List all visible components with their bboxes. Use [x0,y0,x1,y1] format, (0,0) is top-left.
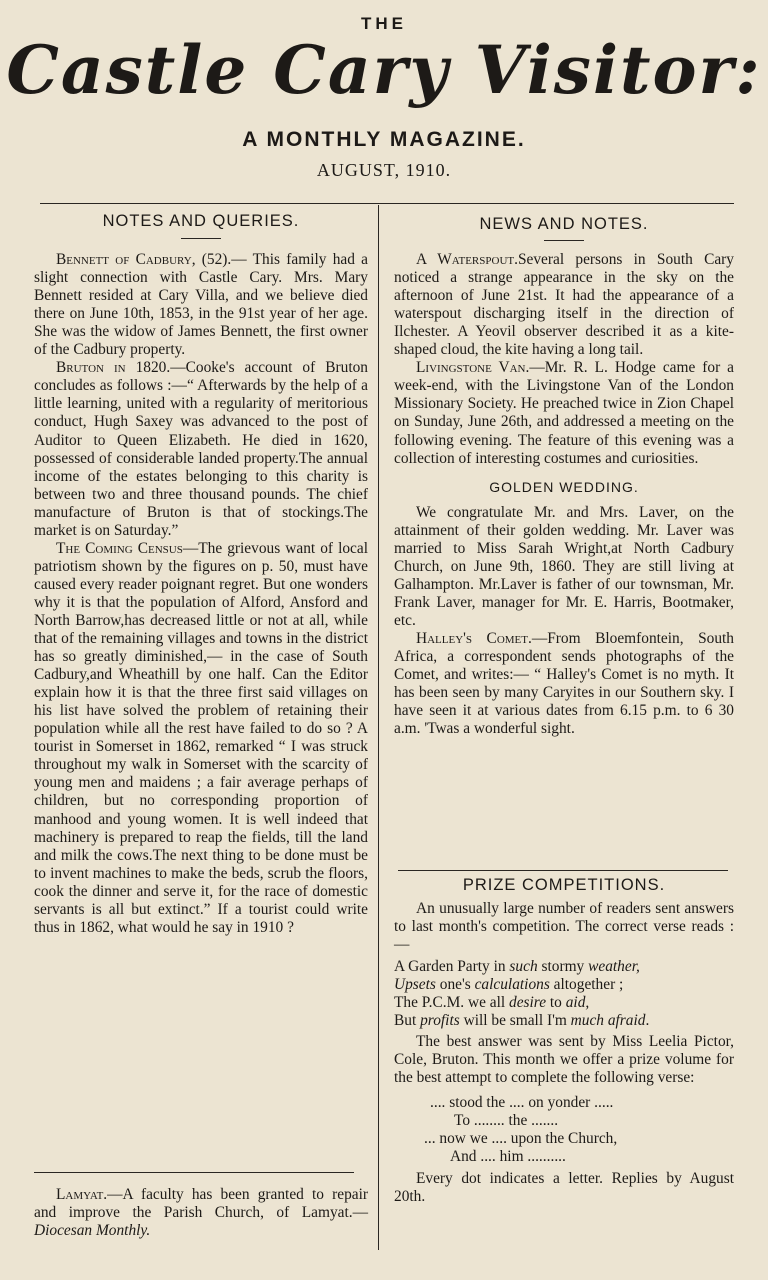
right-column [394,215,734,738]
notes-and-queries-heading: NOTES AND QUERIES. [102,212,300,230]
lamyat-note [34,1186,368,1240]
lamyat-source: Diocesan Monthly. [34,1222,151,1240]
waterspout-head: A Waterspout. [416,251,518,269]
waterspout-body: Several persons in South Cary noticed a strange appearance in the sky on the afternoon of June 21st. It had the appearance of a waterspout discharging itself in the direction of Ilchester. A Yeovil observer described it as a kite-shaped cloud, the kite having a long tail. [394,251,734,359]
column-divider [378,205,379,1250]
puzzle-line: ... now we .... upon the Church, [424,1129,618,1147]
prize-competitions-heading: PRIZE COMPETITIONS. [462,876,666,894]
bruton-paragraph [34,359,368,539]
prize-section [394,876,734,1206]
lamyat-head: Lamyat. [56,1186,108,1203]
news-and-notes-heading: NEWS AND NOTES. [479,215,649,233]
golden-wedding-heading: GOLDEN WEDDING. [489,478,639,495]
puzzle-line: .... stood the .... on yonder ..... [430,1093,614,1111]
heading-dash [544,240,584,241]
golden-wedding-paragraph: We congratulate Mr. and Mrs. Laver, on the attainment of their golden wedding. Mr. Laver was married to Miss Sarah Wright,at North Cadbury Church, on June 9th, 1860. They are still living at Galhampton. Mr.Laver is father of our townsman, Mr. Frank Laver, manager for Mr. E. Harris, Bootmaker, etc. [394,503,734,629]
verse-line: But profits will be small I'm much afraid. [394,1012,650,1030]
lamyat-rule [34,1172,354,1173]
halley-head: Halley's Comet. [416,629,532,647]
livingstone-body: —Mr. R. L. Hodge came for a week-end, with the Livingstone Van of the London Missionary Society. He preached twice in Zion Chapel on Sunday, June 26th, and addressed a meeting on the following evening. The feature of this evening was a collection of interesting costumes and curiosities. [394,359,735,467]
puzzle-line: To ........ the ....... [454,1111,559,1129]
verse-line: Upsets one's calculations altogether ; [394,976,624,994]
correct-verse [394,958,734,1030]
top-rule [40,203,734,204]
halley-paragraph [394,630,734,738]
livingstone-head: Livingstone Van. [416,359,530,377]
livingstone-paragraph [394,359,734,467]
verse-line: The P.C.M. we all desire to aid, [394,994,590,1012]
lamyat-body: —A faculty has been granted to repair and improve the Parish Church, of Lamyat.— [34,1186,368,1222]
bruton-body: —Cooke's account of Bruton concludes as follows :—“ Afterwards by the help of a little learning, united with a regularity of meritorious conduct, Hugh Saxey was advanced to the post of Auditor to Queen Elizabeth. He died in 1620, possessed of considerable landed property.The annual income of the estates belonging to this charity is between two and three thousand pounds. The chief manufacture of Bruton is that of stockings.The market is on Saturday.” [34,359,369,539]
puzzle-verse [394,1094,734,1166]
winner-paragraph: The best answer was sent by Miss Leelia Pictor, Cole, Bruton. This month we offer a prize volume for the best attempt to complete the following verse: [394,1033,734,1087]
masthead-the: THE [361,14,407,33]
puzzle-line: And .... him .......... [450,1147,566,1165]
prize-intro: An unusually large number of readers sent answers to last month's competition. The correct verse reads :— [394,900,734,954]
verse-line: A Garden Party in such stormy weather, [394,958,640,976]
waterspout-paragraph [394,251,734,359]
halley-body: —From Bloemfontein, South Africa, a correspondent sends photographs of the Comet, and writes:— “ Halley's Comet is no myth. It has been seen by many Caryites in our Southern sky. I have seen it at various dates from 6.15 p.m. to 6 30 a.m. 'Twas a wonderful sight. [394,629,734,738]
census-body: —The grievous want of local patriotism shown by the figures on p. 50, must have caused every reader poignant regret. But one wonders why it is that the population of Alford, Ansford and North Barrow,has decreased little or not at all, while that of the remaining villages and towns in the district has so greatly diminished,— in the case of South Cadbury,and Wheathill by one half. Can the Editor explain how it is that the three first said villages on his list have solved the problem of retaining their population while all the rest have failed to do so ? A tourist in Somerset in 1862, remarked “ I was struck throughout my walk in Somerset with the scarcity of young men and maidens ; a fair average perhaps of children, but no corresponding proportion of manhood and young women. It is well indeed that machinery is prepared to reap the fields, till the land and milk the cows.The next thing to be done must be to invent machines to make the beds, scrub the floors, cook the dinner and serve it, for the race of domestic servants is all but extinct.” If a tourist could write thus in 1862, what would he say in 1910 ? [34,539,368,936]
issue-date: AUGUST, 1910. [316,160,452,180]
left-column [34,212,368,937]
census-head: The Coming Census [56,539,183,557]
masthead-title: Castle Cary Visitor: [6,31,762,109]
bennett-head: Bennett of Cadbury, (52).— [56,251,247,269]
bennett-paragraph [34,251,368,359]
prize-rule [398,870,728,871]
bruton-head: Bruton in 1820. [56,359,171,377]
census-paragraph [34,540,368,937]
heading-dash [181,238,221,239]
prize-footer: Every dot indicates a letter. Replies by August 20th. [394,1169,734,1205]
bennett-body: This family had a slight connection with Castle Cary. Mrs. Mary Bennett resided at Cary Villa, and we believe died there on June 10th, 1853, in the 91st year of her age. She was the widow of James Bennett, the first owner of the Cadbury property. [34,251,368,359]
masthead-subtitle: A MONTHLY MAGAZINE. [242,128,526,151]
